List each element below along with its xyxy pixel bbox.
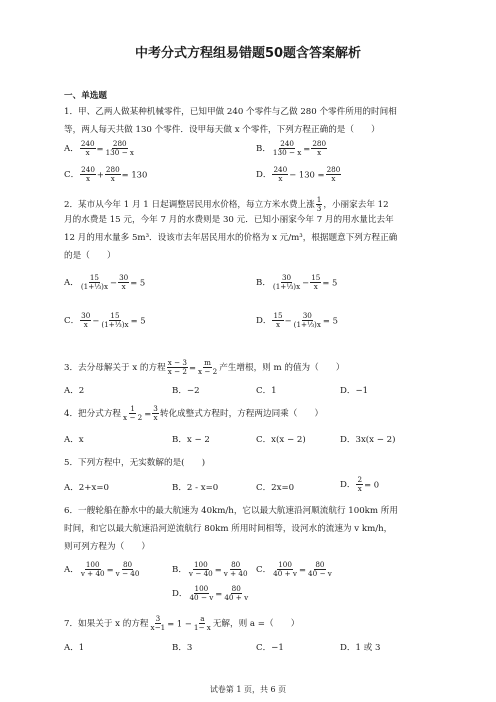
q7-option-c: C．−1 — [256, 643, 284, 653]
q3-option-d: D．−1 — [340, 386, 369, 396]
q6-option-a: A． $\frac{100}{v + 40}$ = $\frac{80}{v - 40}$ — [64, 560, 140, 578]
q2-stem-line1: 2．某市从今年 1 月 1 日起调整居民用水价格，每立方米水费上涨 $\frac{1}{3}$ ，小丽家去年 12 — [64, 195, 389, 213]
q1-option-b: B． $\frac{240}{130 - x}$ = $\frac{280}{x}$ — [256, 139, 327, 157]
q7-option-b: B．3 — [172, 643, 193, 653]
q1-option-c: C． $\frac{240}{x}$ + $\frac{280}{x}$ = 130 — [64, 165, 148, 183]
q3-option-b: B．−2 — [172, 386, 200, 396]
page-footer: 试卷第 1 页，共 6 页 — [209, 685, 287, 694]
q3-stem: 3．去分母解关于 x 的方程 $\frac{x - 3}{x - 2}$ = $\frac{m}{x - 2}$ 产生增根，则 m 的值为（ ） — [64, 358, 345, 376]
q1-option-a: A． $\frac{240}{x}$ = $\frac{280}{130 - x}$ — [64, 139, 134, 157]
q1-stem-line1: 1．甲、乙两人做某种机械零件，已知甲做 240 个零件与乙做 280 个零件所用的时间相 — [64, 107, 397, 117]
q2-option-b: B． $\frac{30}{\text{(1+⅓)x}}$ − $\frac{15}{x}$ = 5 — [256, 273, 338, 291]
q5-option-d: D． $\frac{2}{x}$ = 0 — [340, 475, 380, 493]
q4-option-a: A．x — [64, 435, 84, 445]
q2-option-d: D． $\frac{15}{x}$ − $\frac{30}{\text{(1+⅓)x}}$ = 5 — [256, 311, 338, 329]
q2-option-a: A． $\frac{15}{\text{(1+⅓)x}}$ − $\frac{30}{x}$ = 5 — [64, 273, 146, 291]
q4-option-b: B．x − 2 — [172, 435, 210, 445]
q2-stem-line3: 12 月的用水量多 5m³．设该市去年居民用水的价格为 x 元/m³，根据题意下列方程正确 — [64, 233, 398, 243]
q3-option-c: C．1 — [256, 386, 277, 396]
q6-option-b: B． $\frac{100}{v - 40}$ = $\frac{80}{v + 40}$ — [172, 560, 248, 578]
q1-option-d: D． $\frac{240}{x}$ − 130 = $\frac{280}{x}$ — [256, 165, 341, 183]
q6-stem-line1: 6．一艘轮船在静水中的最大航速为 40km/h，它以最大航速沿河顺流航行 100km 所用 — [64, 506, 398, 516]
q6-option-c: C． $\frac{100}{40 + v}$ = $\frac{80}{40 - v}$ — [256, 560, 332, 578]
q7-stem: 7．如果关于 x 的方程 $\frac{3}{x-1}$ = 1 − $\frac{a}{1- x}$ 无解，则 a =（ ） — [64, 614, 300, 632]
page-title: 中考分式方程组易错题50题含答案解析 — [134, 46, 362, 61]
q4-option-c: C．x(x − 2) — [256, 435, 306, 445]
q6-stem-line3: 则可列方程为（ ） — [64, 542, 150, 552]
q7-option-a: A．1 — [64, 643, 85, 653]
q5-option-b: B．2 - x=0 — [172, 483, 219, 493]
q3-option-a: A．2 — [64, 386, 85, 396]
q6-option-d: D． $\frac{100}{40 - v}$ = $\frac{80}{40 + v}$ — [172, 584, 249, 602]
q5-option-a: A．2+x=0 — [64, 483, 109, 493]
q5-stem: 5．下列方程中，无实数解的是( ) — [64, 458, 206, 468]
q2-stem-line2: 月的水费是 15 元，今年 7 月的水费则是 30 元．已知小丽家今年 7 月的用水量比去年 — [64, 215, 394, 225]
q2-option-c: C． $\frac{30}{x}$ − $\frac{15}{\text{(1+⅓)x}}$ = 5 — [64, 311, 146, 329]
q4-option-d: D．3x(x − 2) — [340, 435, 396, 445]
q1-stem-line2: 等，两人每天共做 130 个零件．设甲每天做 x 个零件，下列方程正确的是（ ） — [64, 125, 380, 135]
q4-stem: 4．把分式方程 $\frac{1}{x - 2}$ = $\frac{3}{x}$ 转化成整式方程时，方程两边同乘（ ） — [64, 404, 324, 422]
q7-option-d: D．1 或 3 — [340, 643, 381, 653]
q2-stem-line4: 的是（ ） — [64, 251, 116, 261]
section-heading: 一、单选题 — [64, 91, 107, 101]
q5-option-c: C．2x=0 — [256, 483, 295, 493]
q6-stem-line2: 时间，和它以最大航速沿河逆流航行 80km 所用时间相等，设河水的流速为 v km/h， — [64, 524, 393, 534]
